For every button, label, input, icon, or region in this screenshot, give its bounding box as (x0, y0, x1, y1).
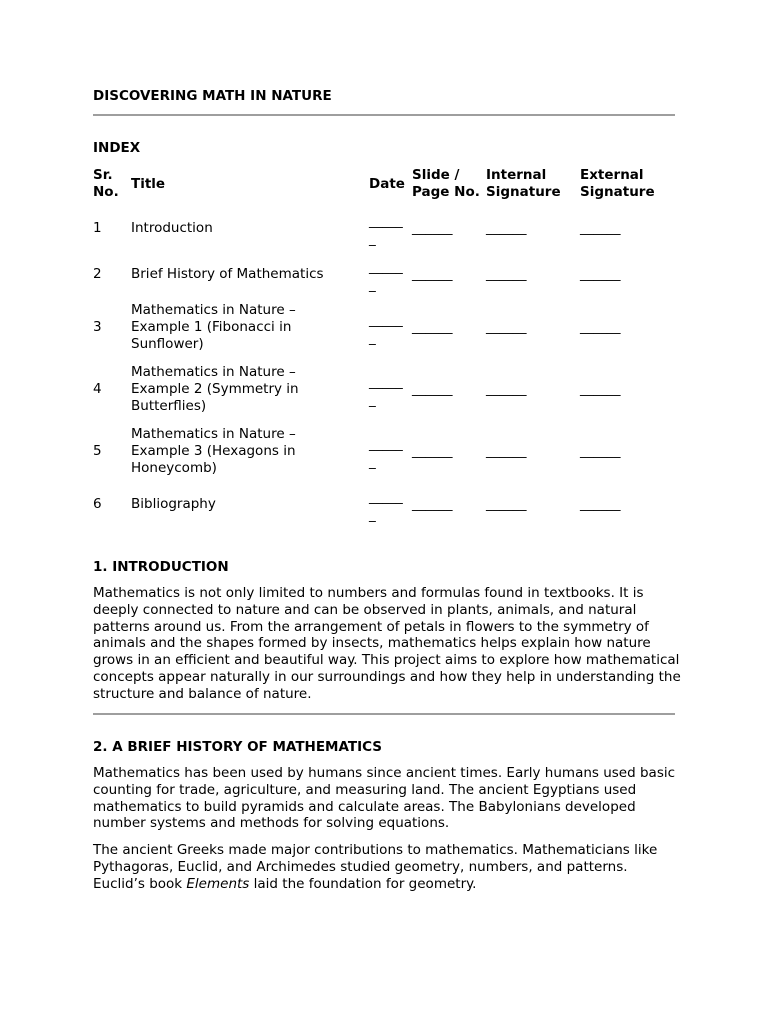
date-blank: _____ (369, 374, 403, 390)
header-sr-line2: No. (93, 184, 119, 200)
external-signature-blank: ______ (580, 496, 621, 512)
row-number: 6 (93, 496, 102, 512)
document-title: DISCOVERING MATH IN NATURE (93, 88, 332, 104)
external-signature-blank: ______ (580, 220, 621, 236)
header-title: Title (131, 176, 166, 192)
row-title-line: Example 3 (Hexagons in (131, 443, 296, 459)
date-blank-overflow: _ (369, 330, 376, 346)
internal-signature-blank: ______ (486, 319, 527, 335)
section-divider (93, 713, 675, 715)
date-blank-overflow: _ (369, 277, 376, 293)
internal-signature-blank: ______ (486, 220, 527, 236)
slide-page-blank: ______ (412, 319, 453, 335)
row-title (131, 426, 296, 477)
slide-page-blank: ______ (412, 266, 453, 282)
index-heading: INDEX (93, 140, 141, 156)
header-sr-line1: Sr. (93, 167, 113, 183)
history-paragraph-1: Mathematics has been used by humans since ancient times. Early humans used basic counting for trade, agriculture, and measuring land. The ancient Egyptians used mathematics to build pyramids and calculate areas. The Babylonians developed number systems and methods for solving equations. (93, 765, 676, 832)
date-blank-overflow: _ (369, 507, 376, 523)
row-title-line: Mathematics in Nature – (131, 364, 296, 380)
internal-signature-blank: ______ (486, 381, 527, 397)
date-blank: _____ (369, 259, 403, 275)
slide-page-blank: ______ (412, 220, 453, 236)
external-signature-blank: ______ (580, 381, 621, 397)
header-internal-line1: Internal (486, 167, 547, 183)
slide-page-blank: ______ (412, 443, 453, 459)
row-number: 1 (93, 220, 102, 236)
header-external-signature (580, 167, 655, 201)
row-title: Introduction (131, 220, 213, 236)
title-divider (93, 114, 675, 116)
row-number: 4 (93, 381, 102, 397)
row-title-line: Honeycomb) (131, 460, 217, 476)
internal-signature-blank: ______ (486, 443, 527, 459)
row-title-line: Sunflower) (131, 336, 204, 352)
date-blank: _____ (369, 489, 403, 505)
header-slide-page-no (412, 167, 480, 201)
header-slide-line1: Slide / (412, 167, 460, 183)
row-title-line: Butterflies) (131, 398, 207, 414)
header-sr-no (93, 167, 119, 201)
introduction-paragraph: Mathematics is not only limited to numbers and formulas found in textbooks. It is deeply connected to nature and can be observed in plants, animals, and natural patterns around us. From the arrangement of petals in flowers to the symmetry of animals and the shapes formed by insects, mathematics helps explain how nature grows in an efficient and beautiful way. This project aims to explore how mathematical concepts appear naturally in our surroundings and how they help in understanding the structure and balance of nature. (93, 585, 681, 702)
date-blank-overflow: _ (369, 231, 376, 247)
internal-signature-blank: ______ (486, 496, 527, 512)
row-number: 2 (93, 266, 102, 282)
external-signature-blank: ______ (580, 319, 621, 335)
header-external-line1: External (580, 167, 644, 183)
header-slide-line2: Page No. (412, 184, 480, 200)
external-signature-blank: ______ (580, 443, 621, 459)
history-paragraph-2 (93, 842, 683, 892)
header-external-line2: Signature (580, 184, 655, 200)
row-title-line: Mathematics in Nature – (131, 426, 296, 442)
row-title: Brief History of Mathematics (131, 266, 324, 282)
history-paragraph-2-text: The ancient Greeks made major contributions to mathematics. Mathematicians like Pythagoras, Euclid, and Archimedes studied geometry, numbers, and patterns. Euclid’s book (93, 842, 658, 892)
row-number: 5 (93, 443, 102, 459)
row-title (131, 302, 296, 353)
row-title: Bibliography (131, 496, 216, 512)
row-number: 3 (93, 319, 102, 335)
row-title (131, 364, 299, 415)
history-heading: 2. A BRIEF HISTORY OF MATHEMATICS (93, 739, 382, 755)
date-blank-overflow: _ (369, 392, 376, 408)
elements-book-title: Elements (186, 875, 250, 892)
slide-page-blank: ______ (412, 381, 453, 397)
date-blank: _____ (369, 436, 403, 452)
date-blank: _____ (369, 213, 403, 229)
header-internal-line2: Signature (486, 184, 561, 200)
row-title-line: Mathematics in Nature – (131, 302, 296, 318)
row-title-line: Example 2 (Symmetry in (131, 381, 299, 397)
external-signature-blank: ______ (580, 266, 621, 282)
slide-page-blank: ______ (412, 496, 453, 512)
header-internal-signature (486, 167, 561, 201)
history-paragraph-2-end: laid the foundation for geometry. (249, 875, 477, 892)
header-date: Date (369, 176, 405, 192)
internal-signature-blank: ______ (486, 266, 527, 282)
row-title-line: Example 1 (Fibonacci in (131, 319, 292, 335)
date-blank-overflow: _ (369, 454, 376, 470)
introduction-heading: 1. INTRODUCTION (93, 559, 229, 575)
date-blank: _____ (369, 312, 403, 328)
